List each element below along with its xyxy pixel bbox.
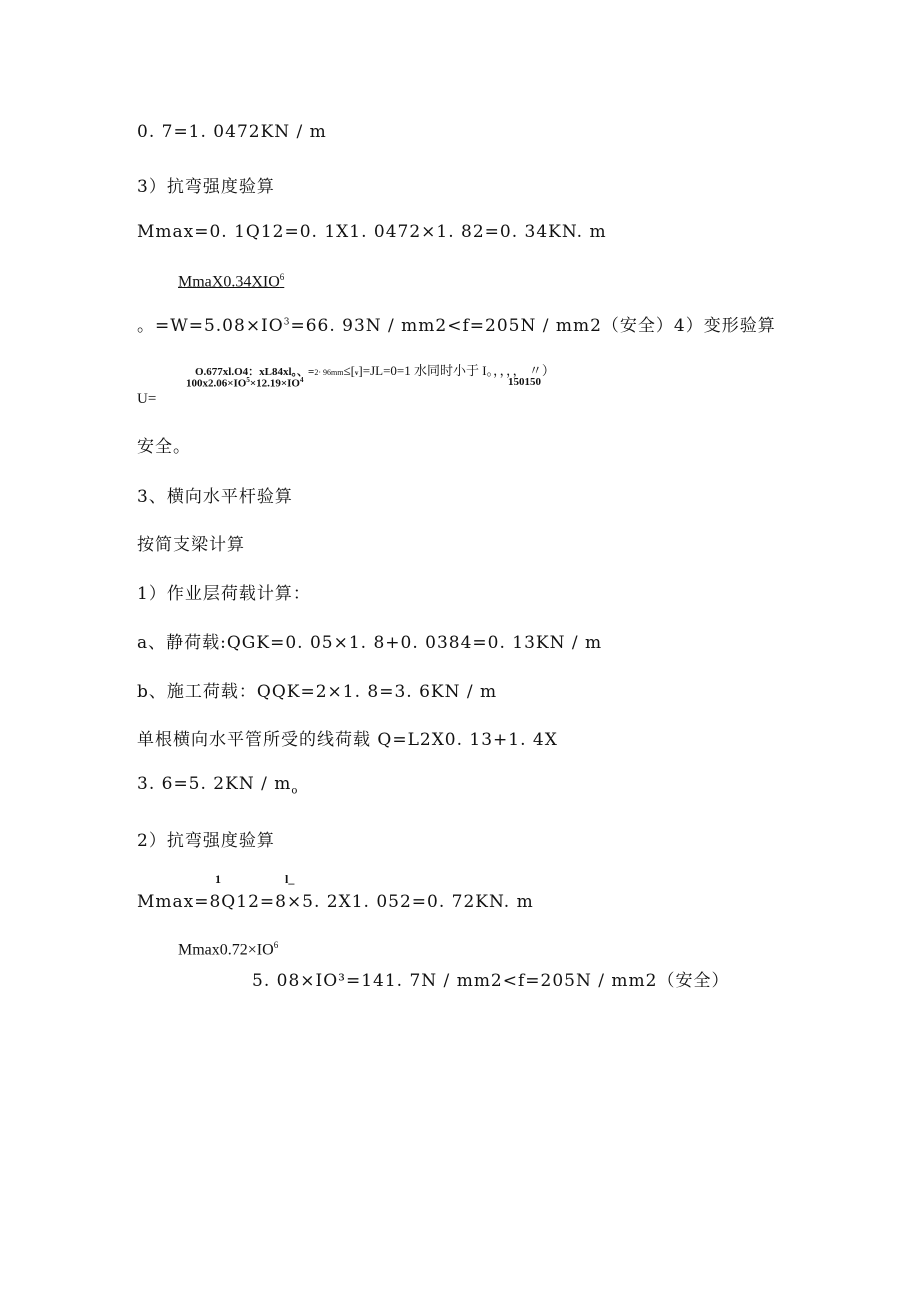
- text-mmax-2: Mmax=8Q12=8×5. 2X1. 052=0. 72KN. m: [137, 892, 534, 912]
- text-simple-beam: 按简支梁计算: [137, 535, 245, 555]
- formula-fraction-top-1: 1: [215, 872, 221, 886]
- formula-deflection-limit: 150150: [508, 376, 541, 388]
- text-line-1: 0. 7=1. 0472KN / m: [137, 122, 327, 142]
- text-stress-line: 。$=W=5.08\times IO^3=66$. 93N / mm2<f=205N / mm2（安全）4）变形验算: [137, 316, 776, 336]
- formula-fraction-top-2: l_: [285, 872, 295, 886]
- text-line-load-result: 3. 6=5. $2KN / m_o$: [137, 774, 299, 797]
- text-construction-load: b、施工荷载：QQK=2×1. 8=3. 6KN / m: [137, 682, 498, 702]
- formula-mmax2-numerator: $Mmax0.72\times IO^6$: [178, 940, 279, 959]
- formula-deflection-numerator: O.677xl.O4：xL84xl。、=2· 96mm≤[v]=JL=0=1 水同时小于 I。，，，， 〃）: [195, 363, 555, 378]
- formula-deflection-denominator: $100x2.06\times IO^5\times 12.19\times IO^4$: [186, 376, 304, 390]
- text-safe: 安全。: [137, 437, 191, 457]
- text-stress-result: 5. 08×IO³=141. 7N / mm2<f=205N / mm2（安全）: [252, 971, 730, 991]
- heading-bending-check-1: 3）抗弯强度验算: [137, 177, 275, 197]
- heading-load-calc: 1）作业层荷载计算：: [137, 584, 311, 604]
- heading-transverse-bar: 3、横向水平杆验算: [137, 487, 293, 507]
- text-line-load: 单根横向水平管所受的线荷载 Q=L2X0. 13+1. 4X: [137, 730, 558, 750]
- text-u: U=: [137, 391, 157, 407]
- heading-bending-check-2: 2）抗弯强度验算: [137, 831, 275, 851]
- text-static-load: a、静荷载:QGK=0. 05×1. 8+0. 0384=0. 13KN / m: [137, 633, 603, 653]
- formula-mmax-numerator: MmaX0.34XIO$^6$: [178, 272, 285, 291]
- text-mmax-1: Mmax=0. 1Q12=0. 1X1. 0472×1. 82=0. 34KN. m: [137, 222, 607, 242]
